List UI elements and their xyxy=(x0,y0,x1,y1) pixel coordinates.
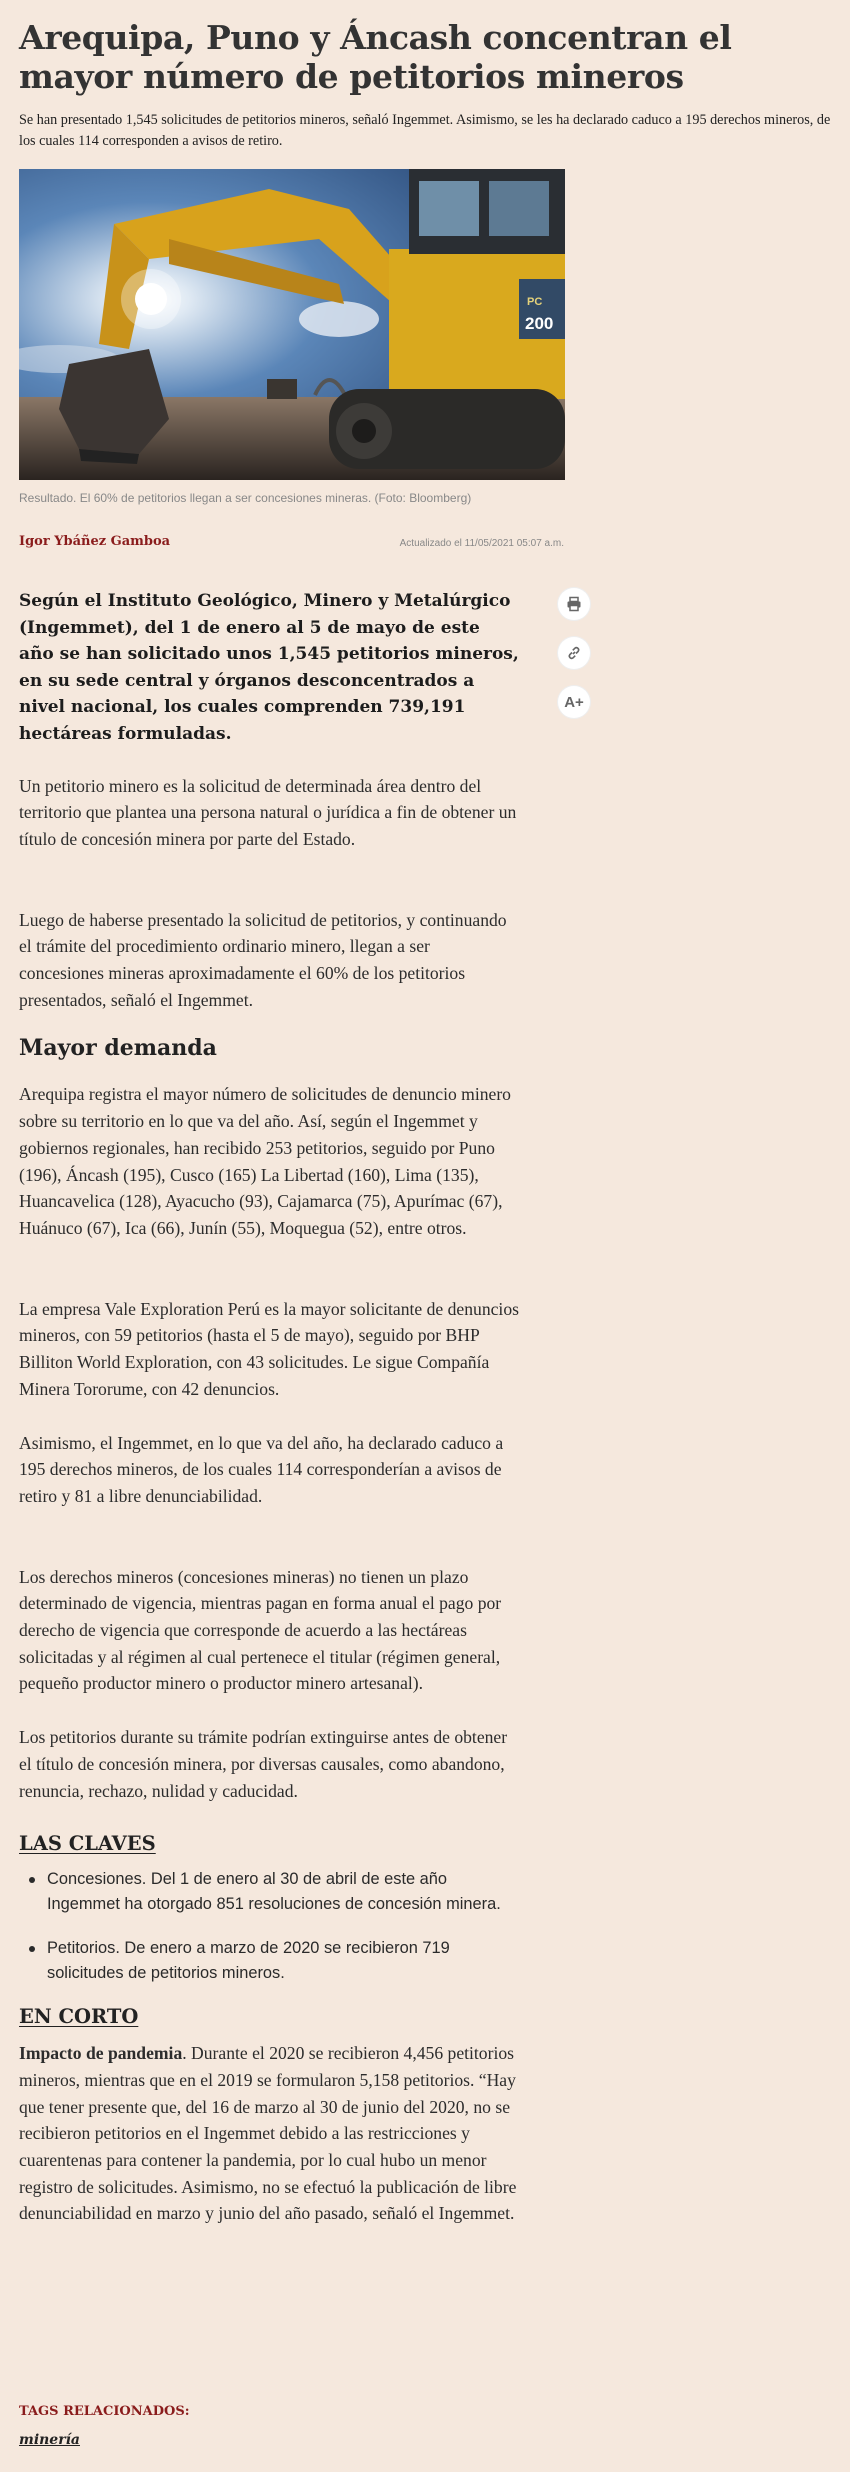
paragraph: La empresa Vale Exploration Perú es la mayor solicitante de denuncios mineros, con 59 petitorios (hasta el 5 de mayo), seguido por BHP Billiton World Exploration, con 43 solicitudes. Le sigue Compañía Minera Tororume, con 42 denuncios. xyxy=(19,1298,519,1399)
updated-timestamp: Actualizado el 11/05/2021 05:07 a.m. xyxy=(399,538,564,549)
paragraph: Asimismo, el Ingemmet, en lo que va del año, ha declarado caduco a 195 derechos mineros, de los cuales 114 corresponderían a avisos de retiro y 81 a libre denunciabilidad. xyxy=(19,1432,504,1506)
copy-link-button[interactable] xyxy=(558,637,590,669)
link-icon xyxy=(566,645,582,661)
list-item: Petitorios. De enero a marzo de 2020 se recibieron 719 solicitudes de petitorios mineros. xyxy=(19,1936,519,1985)
page-title: Arequipa, Puno y Áncash concentran el mayor número de petitorios mineros xyxy=(19,18,732,96)
printer-icon xyxy=(566,596,582,612)
corto-heading: EN CORTO xyxy=(19,2005,139,2029)
claves-heading: LAS CLAVES xyxy=(19,1832,156,1856)
corto-text: . Durante el 2020 se recibieron 4,456 petitorios mineros, mientras que en el 2019 se formularon 5,158 petitorios. “Hay que tener presente que, del 16 de marzo al 30 de junio del 2020, no se recibieron petitorios en el Ingemmet debido a las restricciones y cuarentenas para contener la pandemia, por lo cual hubo un menor registro de solicitudes. Asimismo, no se efectuó la publicación de libre denunciabilidad en marzo y junio del año pasado, señaló el Ingemmet. xyxy=(19,2043,517,2224)
tags-label: TAGS RELACIONADOS: xyxy=(19,2404,190,2419)
svg-text:200: 200 xyxy=(525,314,554,333)
corto-bold: Impacto de pandemia xyxy=(19,2043,183,2064)
svg-text:PC: PC xyxy=(527,296,543,308)
subheadline: Se han presentado 1,545 solicitudes de petitorios mineros, señaló Ingemmet. Asimismo, se les ha declarado caduco a 195 derechos mineros, de los cuales 114 corresponden a avisos de retiro. xyxy=(19,112,831,149)
image-caption: Resultado. El 60% de petitorios llegan a ser concesiones mineras. (Foto: Bloomberg) xyxy=(19,491,472,505)
article-body xyxy=(19,588,519,2227)
hero-image xyxy=(19,169,565,480)
article-lead: Según el Instituto Geológico, Minero y Metalúrgico (Ingemmet), del 1 de enero al 5 de mayo de este año se han solicitado unos 1,545 petitorios mineros, en su sede central y órganos desconcentrados a nivel nacional, los cuales comprenden 739,191 hectáreas formuladas. xyxy=(19,591,519,744)
paragraph: Un petitorio minero es la solicitud de determinada área dentro del territorio que plantea una persona natural o jurídica a fin de obtener un título de concesión minera por parte del Estado. xyxy=(19,775,517,849)
tag-link[interactable]: minería xyxy=(19,2432,80,2448)
section-heading: Mayor demanda xyxy=(19,1035,217,1062)
corto-paragraph xyxy=(19,2040,519,2227)
print-button[interactable] xyxy=(558,588,590,620)
paragraph: Los derechos mineros (concesiones mineras) no tienen un plazo determinado de vigencia, mientras pagan en forma anual el pago por derecho de vigencia que corresponde de acuerdo a las hectáreas solicitadas y al régimen al cual pertenece el titular (régimen general, pequeño productor minero o productor minero artesanal). xyxy=(19,1566,502,1694)
font-size-button[interactable]: A+ xyxy=(558,686,590,718)
paragraph: Los petitorios durante su trámite podrían extinguirse antes de obtener el título de concesión minera, por diversas causales, como abandono, renuncia, rechazo, nulidad y caducidad. xyxy=(19,1727,508,1801)
author-link[interactable]: Igor Ybáñez Gamboa xyxy=(19,534,171,549)
paragraph: Luego de haberse presentado la solicitud de petitorios, y continuando el trámite del procedimiento ordinario minero, llegan a ser concesiones mineras aproximadamente el 60% de los petitorios presentados, señaló el Ingemmet. xyxy=(19,909,507,1010)
claves-list xyxy=(19,1867,519,1985)
list-item: Concesiones. Del 1 de enero al 30 de abril de este año Ingemmet ha otorgado 851 resoluciones de concesión minera. xyxy=(19,1867,519,1916)
share-toolbar xyxy=(558,588,592,735)
paragraph: Arequipa registra el mayor número de solicitudes de denuncio minero sobre su territorio en lo que va del año. Así, según el Ingemmet y gobiernos regionales, han recibido 253 petitorios, seguido por Puno (196), Áncash (195), Cusco (165) La Libertad (160), Lima (135), Huancavelica (128), Ayacucho (93), Cajamarca (75), Apurímac (67), Huánuco (67), Ica (66), Junín (55), Moquegua (52), entre otros. xyxy=(19,1084,511,1238)
